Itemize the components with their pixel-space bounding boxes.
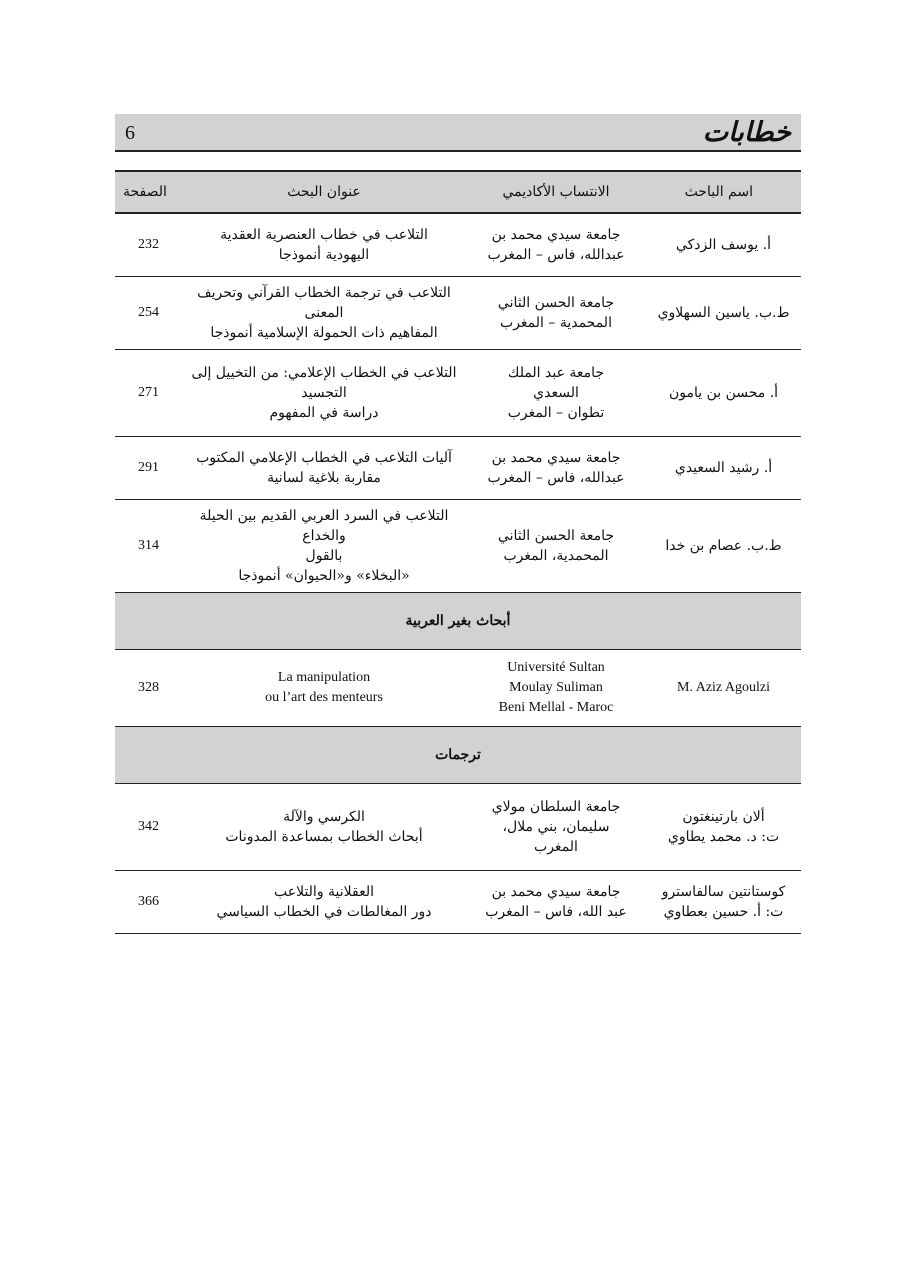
paper-title: العقلانية والتلاعب دور المغالطات في الخطاب السياسي <box>182 870 466 933</box>
paper-title: التلاعب في خطاب العنصرية العقدية اليهودية أنموذجا <box>182 213 466 276</box>
table-row <box>115 499 801 592</box>
column-header-affiliation: الانتساب الأكاديمي <box>466 171 646 213</box>
journal-title: خطابات <box>702 117 791 148</box>
paper-title: الكرسي والآلة أبحاث الخطاب بمساعدة المدونات <box>182 783 466 870</box>
affiliation: جامعة عبد الملك السعدي تطوان – المغرب <box>466 349 646 436</box>
page-header <box>115 114 801 152</box>
researcher-name: ط.ب. عصام بن خدا <box>646 499 801 592</box>
affiliation: جامعة السلطان مولاي سليمان، بني ملال، المغرب <box>466 783 646 870</box>
affiliation: Université Sultan Moulay Suliman Beni Mellal - Maroc <box>466 649 646 726</box>
researcher-name: ألان بارتينغتون ت: د. محمد يطاوي <box>646 783 801 870</box>
affiliation: جامعة سيدي محمد بن عبدالله، فاس – المغرب <box>466 436 646 499</box>
researcher-name: ط.ب. ياسين السهلاوي <box>646 276 801 349</box>
page-ref: 232 <box>115 213 182 276</box>
paper-title: التلاعب في السرد العربي القديم بين الحيلة والخداع بالقول «البخلاء» و«الحيوان» أنموذجا <box>182 499 466 592</box>
table-row <box>115 276 801 349</box>
researcher-name: أ. يوسف الزدكي <box>646 213 801 276</box>
contents-table <box>115 170 801 934</box>
affiliation: جامعة الحسن الثاني المحمدية، المغرب <box>466 499 646 592</box>
page-ref: 342 <box>115 783 182 870</box>
column-header-page: الصفحة <box>115 171 182 213</box>
paper-title: التلاعب في ترجمة الخطاب القرآني وتحريف المعنى المفاهيم ذات الحمولة الإسلامية أنموذجا <box>182 276 466 349</box>
affiliation: جامعة سيدي محمد بن عبدالله، فاس – المغرب <box>466 213 646 276</box>
paper-title: آليات التلاعب في الخطاب الإعلامي المكتوب مقاربة بلاغية لسانية <box>182 436 466 499</box>
page-ref: 291 <box>115 436 182 499</box>
researcher-name: أ. محسن بن يامون <box>646 349 801 436</box>
page-ref: 254 <box>115 276 182 349</box>
section-row-foreign <box>115 592 801 649</box>
paper-title: La manipulation ou l’art des menteurs <box>182 649 466 726</box>
page-ref: 271 <box>115 349 182 436</box>
paper-title: التلاعب في الخطاب الإعلامي: من التخييل إلى التجسيد دراسة في المفهوم <box>182 349 466 436</box>
column-header-name: اسم الباحث <box>646 171 801 213</box>
affiliation: جامعة سيدي محمد بن عبد الله، فاس – المغرب <box>466 870 646 933</box>
affiliation: جامعة الحسن الثاني المحمدية – المغرب <box>466 276 646 349</box>
table-header-row <box>115 171 801 213</box>
table-row <box>115 870 801 933</box>
section-row-translations <box>115 726 801 783</box>
researcher-name: M. Aziz Agoulzi <box>646 649 801 726</box>
page-number: 6 <box>125 122 135 144</box>
table-row <box>115 349 801 436</box>
section-title-translations: ترجمات <box>115 726 801 783</box>
table-row <box>115 783 801 870</box>
section-title-foreign: أبحاث بغير العربية <box>115 592 801 649</box>
table-row <box>115 213 801 276</box>
researcher-name: أ. رشيد السعيدي <box>646 436 801 499</box>
page-ref: 328 <box>115 649 182 726</box>
column-header-title: عنوان البحث <box>182 171 466 213</box>
table-row <box>115 436 801 499</box>
researcher-name: كوستانتين سالفاسترو ت: أ. حسين بعطاوي <box>646 870 801 933</box>
table-row <box>115 649 801 726</box>
page-ref: 314 <box>115 499 182 592</box>
page-ref: 366 <box>115 870 182 933</box>
